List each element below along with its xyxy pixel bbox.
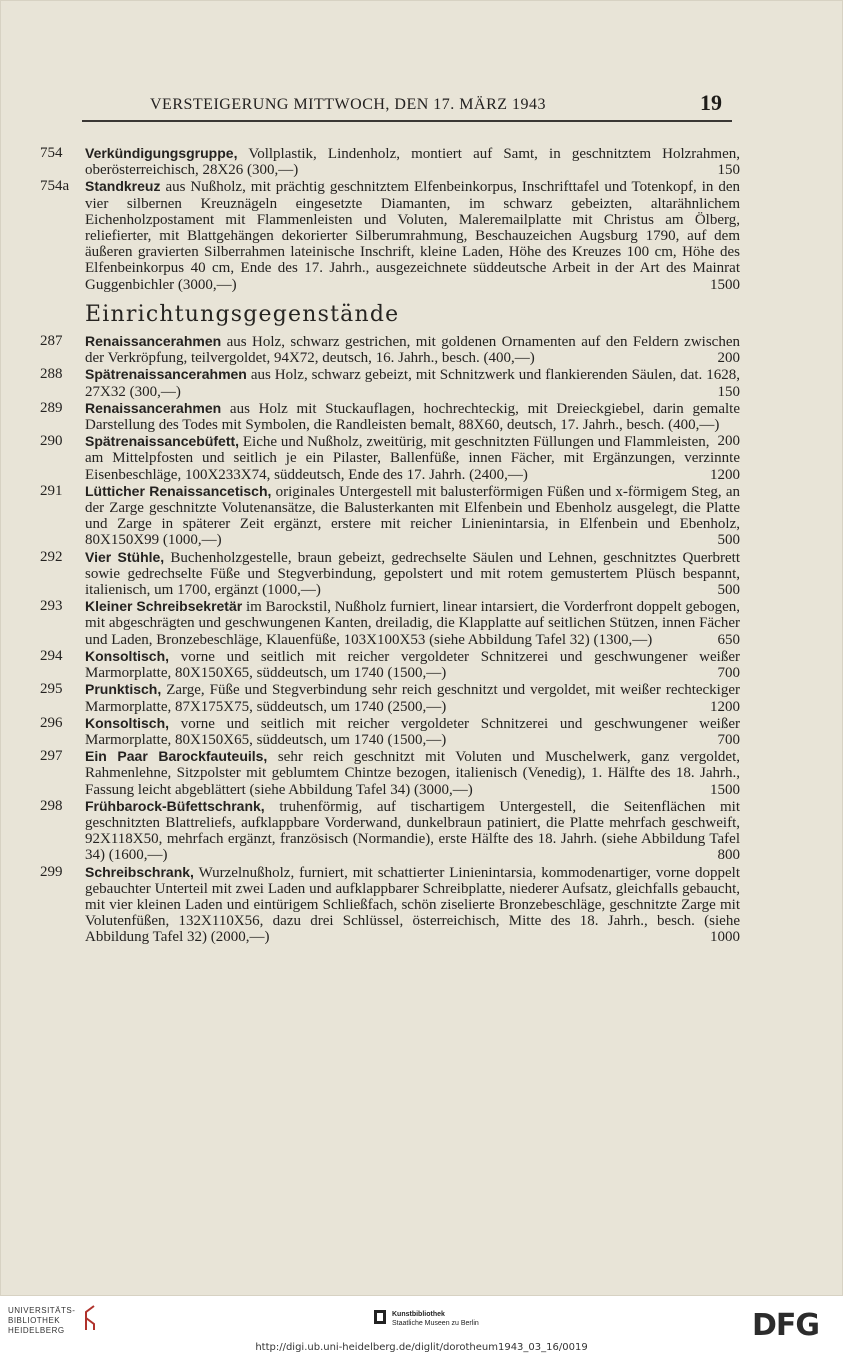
catalog-entry xyxy=(40,549,740,599)
lot-number: 294 xyxy=(40,647,63,664)
catalog-entry xyxy=(40,864,740,946)
catalog-entry xyxy=(40,798,740,864)
catalog-entry xyxy=(40,433,740,483)
entry-title: Vier Stühle, xyxy=(85,548,165,565)
catalog-entry xyxy=(40,648,740,681)
lot-number: 754a xyxy=(40,178,70,195)
lot-number: 754 xyxy=(40,145,63,161)
entry-text: Zarge, Füße und Stegverbindung sehr reich geschnitzt und vergoldet, mit weißer rechteckiger Marmorplatte, 87X175X75, süddeutsch, um 1740 (2500,—) xyxy=(85,682,740,715)
catalog-entry xyxy=(40,598,740,648)
entry-title: Lütticher Renaissancetisch, xyxy=(85,482,272,499)
entry-price: 1200 xyxy=(710,466,740,483)
entry-price: 500 xyxy=(717,532,740,549)
lot-number: 297 xyxy=(40,748,63,765)
entry-text: im Barockstil, Nußholz furniert, linear intarsiert, die Vorderfront doppelt gebogen, mit abgeschrägten und geschwungenen Kanten, dreiladig, die Klapplatte auf seitlichen Stützen, innen Fächer und Laden, Bronzebeschläge, Klauenfüße, 103X100X53 (siehe Abbildung Tafel 32) (1300,—) xyxy=(85,599,740,648)
lot-number: 299 xyxy=(40,863,63,880)
lot-number: 289 xyxy=(40,399,63,416)
entry-title: Spätrenaissancebüfett, xyxy=(85,433,240,450)
entry-price: 150 xyxy=(717,383,740,400)
viewer-footer xyxy=(0,1296,843,1356)
entry-price: 1500 xyxy=(710,276,740,293)
entry-price: 650 xyxy=(717,631,740,648)
entry-text: Buchenholzgestelle, braun gebeizt, gedrechselte Säulen und Lehnen, geschnitztes Querbrett sowie gedrechselte Füße und Stegverbindung, gepolstert und mit rotem gemustertem Plüsch bespannt, italienisch, um 1700, ergänzt (1000,—) xyxy=(85,549,740,599)
entry-title: Verkündigungsgruppe, xyxy=(85,145,238,161)
entry-title: Spätrenaissancerahmen xyxy=(85,366,247,383)
page-number: 19 xyxy=(700,90,722,115)
entry-title: Prunktisch, xyxy=(85,681,162,698)
entry-title: Schreibschrank, xyxy=(85,863,194,880)
catalog-entry xyxy=(40,333,740,366)
entry-price: 200 xyxy=(717,433,740,450)
header-rule xyxy=(82,120,732,122)
catalog-entry xyxy=(40,715,740,748)
lot-number: 292 xyxy=(40,548,63,565)
catalog-entry xyxy=(40,178,740,292)
entry-text: aus Holz mit Stuckauflagen, hochrechteckig, mit Dreieckgiebel, darin gemalte Darstellung des Todes mit Symbolen, die Randleisten bemalt, 88X60, deutsch, 17. Jahrh., besch. (400,—) xyxy=(85,400,740,434)
section-heading: Einrichtungsgegenstände xyxy=(85,301,400,327)
entry-text: Eiche und Nußholz, zweitürig, mit geschnitzten Füllungen und Flammleisten, am Mittelpfosten und seitlich je ein Pilaster, Ballenfüße, innen Fächer, mit Ergänzungen, verzinnte Eisenbeschläge, 100X233X74, süddeutsch, Ende des 17. Jahrh. (2400,—) xyxy=(85,434,740,483)
lot-number: 287 xyxy=(40,333,63,350)
university-emblem-icon xyxy=(80,1304,100,1332)
entry-text: aus Holz, schwarz gebeizt, mit Schnitzwerk und flankierenden Säulen, dat. 1628, 27X32 (300,—) xyxy=(85,367,740,400)
entry-text: vorne und seitlich mit reicher vergoldeter Schnitzerei und geschwungener weißer Marmorplatte, 80X150X65, süddeutsch, um 1740 (1500,—) xyxy=(85,648,740,682)
lot-number: 288 xyxy=(40,366,63,383)
lot-number: 291 xyxy=(40,482,63,499)
entry-text: aus Holz, schwarz gestrichen, mit goldenen Ornamenten auf den Feldern zwischen der Verkröpfung, teilvergoldet, 94X72, deutsch, 16. Jahrh., besch. (400,—) xyxy=(85,334,740,367)
lot-number: 298 xyxy=(40,797,63,814)
lot-number: 295 xyxy=(40,681,63,698)
source-url[interactable]: http://digi.ub.uni-heidelberg.de/diglit/dorotheum1943_03_16/0019 xyxy=(255,1342,588,1353)
entry-text: Wurzelnußholz, furniert, mit schattierter Linienintarsia, kommodenartiger, vorne doppelt gebauchter Unterteil mit zwei Laden und aufklappbarer Schreibplatte, niederer Aufsatz, gleichfalls gebaucht, mit vier kleinen Laden und eintürigem Schließfach, schön ziselierte Bronzebeschläge, geschnitzte Zarge mit Volutenfüßen, 132X110X56, dazu drei Schlüssel, österreichisch, Mitte des 18. Jahrh., besch. (siehe Abbildung Tafel 32) (2000,—) xyxy=(85,864,740,946)
lot-number: 290 xyxy=(40,433,63,450)
entry-price: 1200 xyxy=(710,698,740,715)
catalog-entry xyxy=(40,145,740,178)
catalog-entry xyxy=(40,366,740,399)
running-head: VERSTEIGERUNG MITTWOCH, DEN 17. MÄRZ 1943 xyxy=(150,96,547,113)
entry-price: 500 xyxy=(717,582,740,599)
entry-price: 1000 xyxy=(710,929,740,946)
entry-price: 1500 xyxy=(710,781,740,798)
entry-text: Vollplastik, Lindenholz, montiert auf Samt, in geschnitztem Holzrahmen, oberösterreichisch, 28X26 (300,—) xyxy=(85,146,740,179)
entry-price: 800 xyxy=(717,847,740,864)
entry-text: aus Nußholz, mit prächtig geschnitztem Elfenbeinkorpus, Inschrifttafel und Totenkopf, in den vier silbernen Kreuznägeln eingesetzte Diamanten, im schwarz gebeizten, altarähnlichem Eichenholzpostament mit Flammenleisten und Voluten, Maleremailplatte mit Christus am Ölberg, reliefierter, mit Blattgehängen dekorierter Silberumrahmung, Beschauzeichen Augsburg 1790, auf dem äußeren gravierten Silberrahmen lateinische Inschrift, kleine Laden, Höhe des Kreuzes 100 cm, Höhe des Elfenbeinkorpus 40 cm, Ende des 17. Jahrh., ausgezeichnete süddeutsche Arbeit in der Art des Mainrat Guggenbichler (3000,—) xyxy=(85,179,740,293)
entry-price: 700 xyxy=(717,731,740,748)
entry-title: Standkreuz xyxy=(85,178,161,195)
dfg-logo[interactable]: DFG xyxy=(752,1308,820,1343)
entry-text: truhenförmig, auf tischartigem Untergestell, die Seitenflächen mit geschnitzten Blattreliefs, aufklappbare Vorderwand, dunkelbraun patiniert, die Platte mehrfach geschweift, 92X118X50, mehrfach ergänzt, französisch (Normandie), erste Hälfte des 18. Jahrh. (siehe Abbildung Tafel 34) (1600,—) xyxy=(85,798,740,864)
entry-price: 150 xyxy=(717,162,740,179)
catalog-entry xyxy=(40,681,740,714)
entry-price: 700 xyxy=(717,665,740,682)
catalog-entries xyxy=(40,145,740,946)
entry-price: 200 xyxy=(717,350,740,367)
catalog-entry xyxy=(40,483,740,549)
entry-title: Frühbarock-Büfettschrank, xyxy=(85,797,265,814)
entry-text: originales Untergestell mit balusterförmigen Füßen und x-förmigem Steg, an der Zarge geschnitzte Volutenansätze, die Balusterkanten mit Elfenbein und Ebenholz ausgelegt, die Platte und Zarge in späterer Zeit ergänzt, erstere mit reicher Linienintarsia, in Elfenbein und Ebenholz, 80X150X99 (1000,—) xyxy=(85,483,740,549)
entry-title: Renaissancerahmen xyxy=(85,333,222,350)
entry-text: vorne und seitlich mit reicher vergoldeter Schnitzerei und geschwungener weißer Marmorplatte, 80X150X65, süddeutsch, um 1740 (1500,—) xyxy=(85,715,740,748)
entry-title: Ein Paar Barockfauteuils, xyxy=(85,748,268,765)
entry-title: Konsoltisch, xyxy=(85,714,170,731)
kunstbibliothek-icon xyxy=(372,1308,388,1326)
lot-number: 293 xyxy=(40,598,63,615)
university-library-logo[interactable]: UNIVERSITÄTS- BIBLIOTHEK HEIDELBERG xyxy=(8,1306,76,1335)
entry-title: Konsoltisch, xyxy=(85,647,170,664)
kunstbibliothek-logo[interactable]: Kunstbibliothek Staatliche Museen zu Berlin xyxy=(392,1311,479,1327)
lot-number: 296 xyxy=(40,714,63,731)
entry-title: Kleiner Schreibsekretär xyxy=(85,598,243,615)
catalog-entry xyxy=(40,748,740,798)
entry-title: Renaissancerahmen xyxy=(85,399,222,416)
entry-text: sehr reich geschnitzt mit Voluten und Muschelwerk, ganz vergoldet, Rahmenlehne, Sitzpolster mit geblumtem Chintze bezogen, italienisch (Venedig), 1. Hälfte des 18. Jahrh., Fassung leicht abgeblättert (siehe Abbildung Tafel 34) (3000,—) xyxy=(85,749,740,798)
